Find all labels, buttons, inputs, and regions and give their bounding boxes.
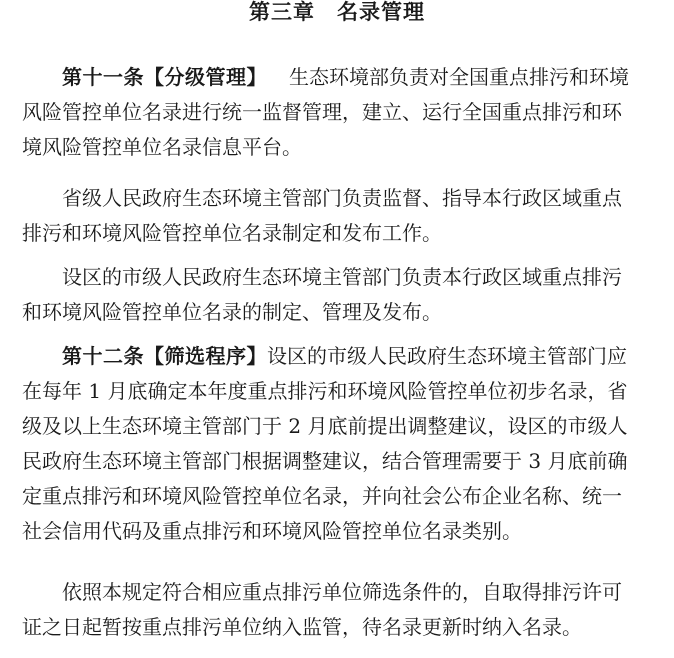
- paragraph-line: 省级人民政府生态环境主管部门负责监督、指导本行政区域重点: [62, 186, 622, 210]
- provincial-paragraph: [22, 181, 662, 251]
- chapter-title: 第三章 名录管理: [249, 0, 425, 24]
- paragraph-line: 定重点排污和环境风险管控单位名录，并向社会公布企业名称、统一: [22, 484, 622, 508]
- paragraph-line: 级及以上生态环境主管部门于 2 月底前提出调整建议，设区的市级人: [22, 414, 628, 438]
- paragraph-line: 民政府生态环境主管部门根据调整建议，结合管理需要于 3 月底前确: [22, 449, 628, 473]
- paragraph-line: 和环境风险管控单位名录的制定、管理及发布。: [22, 300, 442, 324]
- paragraph-line: 设区的市级人民政府生态环境主管部门负责本行政区域重点排污: [62, 265, 622, 289]
- line-text: 设区的市级人民政府生态环境主管部门应: [267, 344, 627, 368]
- article-11-paragraph: [22, 60, 662, 165]
- paragraph-line: 在每年 1 月底确定本年度重点排污和环境风险管控单位初步名录，省: [22, 379, 628, 403]
- article-heading: 第十一条【分级管理】: [62, 65, 267, 89]
- paragraph-line: 社会信用代码及重点排污和环境风险管控单位名录类别。: [22, 519, 522, 543]
- paragraph-line: [22, 60, 662, 95]
- paragraph-line: 境风险管控单位名录信息平台。: [22, 135, 302, 159]
- paragraph-line: 证之日起暂按重点排污单位纳入监管，待名录更新时纳入名录。: [22, 615, 582, 639]
- municipal-paragraph: [22, 260, 662, 330]
- line-text: 生态环境部负责对全国重点排污和环境: [289, 65, 629, 89]
- paragraph-line: 依照本规定符合相应重点排污单位筛选条件的，自取得排污许可: [62, 580, 622, 604]
- article-heading: 第十二条【筛选程序】: [62, 344, 267, 368]
- paragraph-line: 排污和环境风险管控单位名录制定和发布工作。: [22, 221, 442, 245]
- inclusion-paragraph: [22, 575, 662, 645]
- paragraph-line: 风险管控单位名录进行统一监督管理，建立、运行全国重点排污和环: [22, 100, 622, 124]
- article-12-paragraph: [22, 339, 662, 549]
- paragraph-line: [22, 339, 662, 374]
